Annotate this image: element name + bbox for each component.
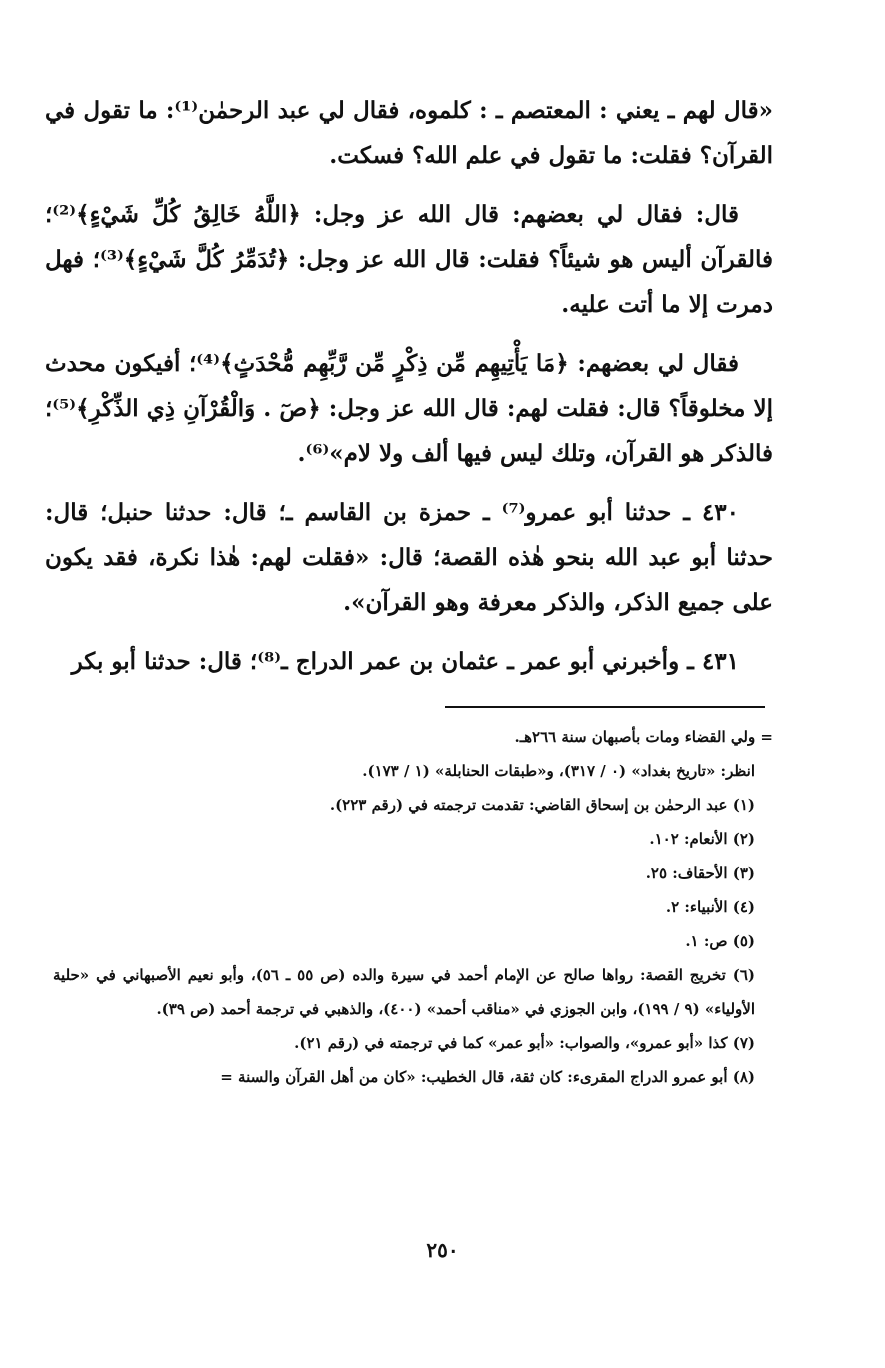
paragraph-1: «قال لهم ـ يعني : المعتصم ـ : كلموه، فقال لي عبد الرحمٰن⁽¹⁾: ما تقول في القرآن؟ فقلت: ما تقول في علم الله؟ فسكت. [45,97,774,169]
footnote-5: (٥) ص: ١. [685,932,755,950]
footnote-2: (٢) الأنعام: ١٠٢. [649,830,755,848]
footnote-continuation: = ولي القضاء ومات بأصبهان سنة ٢٦٦هـ. [514,728,773,746]
footnote-4: (٤) الأنبياء: ٢. [665,898,755,916]
footnote-reference: انظر: «تاريخ بغداد» (٠ / ٣١٧)، و«طبقات الحنابلة» (١ / ١٧٣). [362,762,755,780]
hadith-431: ٤٣١ ـ وأخبرني أبو عمر ـ عثمان بن عمر الدراج ـ⁽⁸⁾؛ قال: حدثنا أبو بكر [71,648,739,675]
main-text [45,88,773,698]
footnote-7: (٧) كذا «أبو عمرو»، والصواب: «أبو عمر» كما في ترجمته في (رقم ٢١). [294,1034,755,1052]
footnote-1: (١) عبد الرحمٰن بن إسحاق القاضي: تقدمت ترجمته في (رقم ٢٢٣). [329,796,755,814]
footnote-separator [445,706,765,708]
footnote-6: (٦) تخريج القصة: رواها صالح عن الإمام أحمد في سيرة والده (ص ٥٥ ـ ٥٦)، وأبو نعيم الأصبهاني في «حلية الأولياء» (٩ / ١٩٩)، وابن الجوزي في «مناقب أحمد» (٤٠٠)، والذهبي في ترجمة أحمد (ص ٣٩). [53,966,755,1018]
footnote-8: (٨) أبو عمرو الدراج المقرىء: كان ثقة، قال الخطيب: «كان من أهل القرآن والسنة = [220,1068,755,1086]
page-number: ٢٥٠ [426,1238,459,1262]
paragraph-2: قال: فقال لي بعضهم: قال الله عز وجل: ﴿اللَّهُ خَالِقُ كُلِّ شَيْءٍ﴾⁽²⁾؛ فالقرآن أليس هو شيئاً؟ فقلت: قال الله عز وجل: ﴿تُدَمِّرُ كُلَّ شَيْءٍ﴾⁽³⁾؛ فهل دمرت إلا ما أتت عليه. [45,201,773,318]
footnotes [53,720,773,1094]
footnote-3: (٣) الأحقاف: ٢٥. [645,864,755,882]
hadith-430: ٤٣٠ ـ حدثنا أبو عمرو⁽⁷⁾ ـ حمزة بن القاسم ـ؛ قال: حدثنا حنبل؛ قال: حدثنا أبو عبد الله بنحو هٰذه القصة؛ قال: «فقلت لهم: هٰذا نكرة، فقد يكون على جميع الذكر، والذكر معرفة وهو القرآن». [45,499,773,616]
paragraph-3: فقال لي بعضهم: ﴿مَا يَأْتِيهِم مِّن ذِكْرٍ مِّن رَّبِّهِم مُّحْدَثٍ﴾⁽⁴⁾؛ أفيكون محدث إلا مخلوقاً؟ قال: فقلت لهم: قال الله عز وجل: ﴿صٓ . وَالْقُرْآنِ ذِي الذِّكْرِ﴾⁽⁵⁾؛ فالذكر هو القرآن، وتلك ليس فيها ألف ولا لام»⁽⁶⁾. [45,350,773,467]
